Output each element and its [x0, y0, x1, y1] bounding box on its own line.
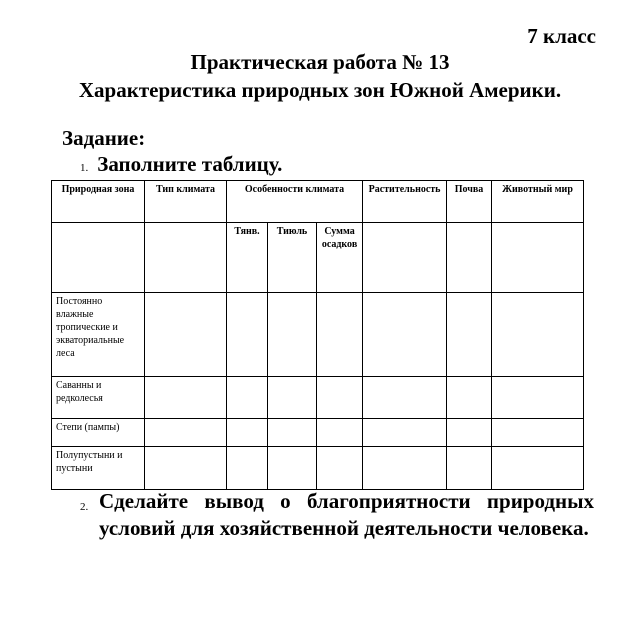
table-cell	[363, 223, 447, 293]
table-cell	[447, 223, 492, 293]
task-item-1-text: Заполните таблицу.	[97, 152, 283, 176]
table-cell	[145, 377, 227, 419]
task-item-1-number: 1.	[80, 162, 89, 174]
table-cell	[492, 377, 584, 419]
table-cell	[52, 223, 145, 293]
table-cell	[145, 447, 227, 490]
table-cell	[268, 293, 317, 377]
table-cell	[363, 293, 447, 377]
table-subheader-row	[52, 223, 584, 293]
table-cell	[227, 447, 268, 490]
table-cell	[227, 419, 268, 447]
header-fauna: Животный мир	[492, 181, 584, 223]
table-cell	[227, 293, 268, 377]
header-vegetation: Растительность	[363, 181, 447, 223]
page-subtitle: Характеристика природных зон Южной Америки.	[78, 78, 562, 102]
grade-label: 7 класс	[527, 24, 596, 48]
table-cell	[363, 447, 447, 490]
header-zone: Природная зона	[52, 181, 145, 223]
table-cell	[145, 293, 227, 377]
table-cell	[447, 377, 492, 419]
table-row	[52, 447, 584, 490]
header-climate-type: Тип климата	[145, 181, 227, 223]
row-label-desert: Полупустыни и пустыни	[52, 447, 145, 490]
table-cell	[317, 447, 363, 490]
task-item-2-number: 2.	[80, 501, 89, 513]
row-label-steppe: Степи (пампы)	[52, 419, 145, 447]
table-cell	[447, 419, 492, 447]
header-climate-features: Особенности климата	[227, 181, 363, 223]
page-title: Практическая работа № 13	[190, 50, 450, 74]
table-header-row	[52, 181, 584, 223]
table-cell	[492, 223, 584, 293]
task-heading: Задание:	[62, 126, 146, 150]
subheader-precip: Сумма осадков	[317, 223, 363, 293]
table-cell	[492, 447, 584, 490]
task-item-2-text: Сделайте вывод о благоприятности природных условий для хозяйственной деятельности человека.	[99, 489, 594, 540]
table-row	[52, 293, 584, 377]
table-cell	[492, 293, 584, 377]
table-row	[52, 377, 584, 419]
table-row	[52, 419, 584, 447]
table-cell	[492, 419, 584, 447]
table-cell	[447, 447, 492, 490]
row-label-rainforest: Постоянно влажные тропические и экваториальные леса	[52, 293, 145, 377]
table-cell	[447, 293, 492, 377]
task-item-1	[80, 152, 282, 177]
table-cell	[145, 223, 227, 293]
header-soil: Почва	[447, 181, 492, 223]
row-label-savanna: Саванны и редколесья	[52, 377, 145, 419]
table-cell	[268, 377, 317, 419]
table-cell	[317, 419, 363, 447]
table-cell	[145, 419, 227, 447]
table-cell	[268, 419, 317, 447]
table-cell	[363, 377, 447, 419]
subheader-t-jul: Тиюль	[268, 223, 317, 293]
task-item-2	[80, 488, 594, 542]
table-cell	[317, 293, 363, 377]
table-cell	[363, 419, 447, 447]
table-cell	[317, 377, 363, 419]
zones-table	[51, 180, 584, 490]
table-cell	[268, 447, 317, 490]
table-cell	[227, 377, 268, 419]
subheader-t-jan: Тянв.	[227, 223, 268, 293]
